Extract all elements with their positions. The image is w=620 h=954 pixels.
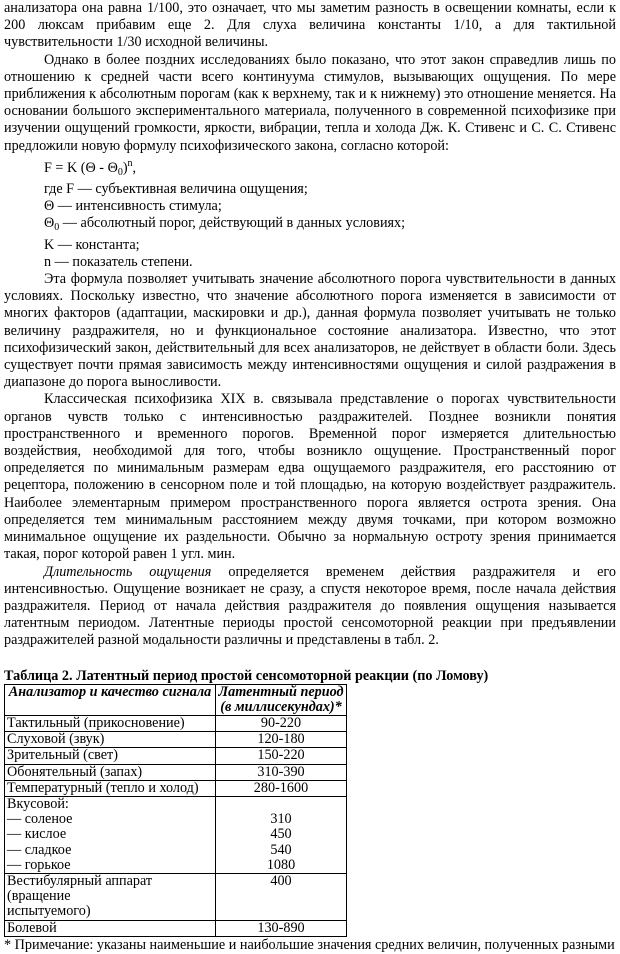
- table-row: Обонятельный (запах) 310-390: [5, 764, 347, 780]
- table-row: Температурный (тепло и холод) 280-1600: [5, 780, 347, 796]
- paragraph-3: Эта формула позволяет учитывать значение абсолютного порога чувствительности в данных условиях. Поскольку известно, что значение абсолютного порога изменяется в зависимости от многих факторов (адаптации, маскировки и др.), данная формула позволяет учитывать не только величину раздражителя, но и функциональное состояние анализатора. Известно, что этот психофизический закон, действительный для всех анализаторов, не действует в области боли. Здесь существует почти прямая зависимость между интенсивностями ощущения и силой раздражения в диапазоне до порога выносливости.: [4, 271, 616, 391]
- formula-def-f: где F — субъективная величина ощущения;: [44, 181, 308, 198]
- header-analyzer: Анализатор и качество сигнала: [5, 684, 216, 715]
- table-row-vestibular: Вестибулярный аппарат (вращение испытуемого) 400: [5, 873, 347, 920]
- latency-table: [4, 684, 347, 937]
- table-row-taste: Вкусовой: — соленое — кислое — сладкое — горькое 310 450 540 1080: [5, 796, 347, 873]
- formula-main: F = K $(\Theta - \Theta_0)^n$,: [44, 157, 137, 178]
- paragraph-4: Классическая психофизика XIX в. связывала представление о порогах чувствительности органов чувств только с интенсивностью раздражителей. Позднее возникли понятия пространственного и временного порогов. Временной порог измеряется длительностью воздействия, необходимой для того, чтобы возникло ощущение. Пространственный порог определяется по минимальным размерам едва ощущаемого раздражителя, его расстоянию от рецептора, положению в сенсорном поле и той площадью, на которую воздействует раздражитель. Наиболее элементарным примером пространственного порога является острота зрения. Она определяется тем минимальным расстоянием между двумя точками, при котором возможно минимальное ощущение их раздельности. Обычно за нормальную остроту зрения принимается такая, порог которой равен 1 угл. мин.: [4, 391, 616, 563]
- table-header-row: [5, 684, 347, 715]
- formula-def-n: n — показатель степени.: [44, 253, 193, 270]
- header-latency: Латентный период (в миллисекундах)*: [216, 684, 347, 715]
- paragraph-5: Длительность ощущения определяется временем действия раздражителя и его интенсивностью. Ощущение возникает не сразу, а спустя некоторое время, после начала действия раздражителя. Период от начала действия раздражителя до появления ощущения называется латентным периодом. Латентные периоды простой сенсомоторной реакции при предъявлении раздражителей разной модальности различны и представлены в табл. 2.: [4, 563, 616, 649]
- table-row: Слуховой (звук) 120-180: [5, 732, 347, 748]
- table-row: Зрительный (свет) 150-220: [5, 748, 347, 764]
- formula-def-theta0: $\Theta_0$ — абсолютный порог, действующий в данных условиях;: [44, 215, 406, 234]
- formula-block: [4, 155, 616, 271]
- table-note: * Примечание: указаны наименьшие и наибольшие значения средних величин, полученных разными: [4, 936, 615, 953]
- formula-def-k: K — константа;: [44, 236, 140, 253]
- table-caption: Таблица 2. Латентный период простой сенсомоторной реакции (по Ломову): [4, 667, 489, 684]
- formula-def-theta: Θ — интенсивность стимула;: [44, 198, 222, 215]
- table-row-pain: Болевой 130-890: [5, 920, 347, 936]
- table-row: Тактильный (прикосновение) 90-220: [5, 715, 347, 731]
- paragraph-1: анализатора она равна 1/100, это означает, что мы заметим разность в освещении комнаты, если к 200 люксам прибавим еще 2. Для слуха величина константы 1/10, а для тактильной чувствительности 1/30 исходной величины.: [4, 0, 616, 51]
- paragraph-2: Однако в более поздних исследованиях было показано, что этот закон справедлив лишь по отношению к средней части всего континуума стимулов, вызывающих ощущения. По мере приближения к абсолютным порогам (как к верхнему, так и к нижнему) это отношение меняется. На основании большого экспериментального материала, полученного в современной психофизике при изучении ощущений громкости, яркости, вибрации, тепла и холода Дж. К. Стивенс и С. С. Стивенс предложили новую формулу психофизического закона, согласно которой:: [4, 51, 616, 154]
